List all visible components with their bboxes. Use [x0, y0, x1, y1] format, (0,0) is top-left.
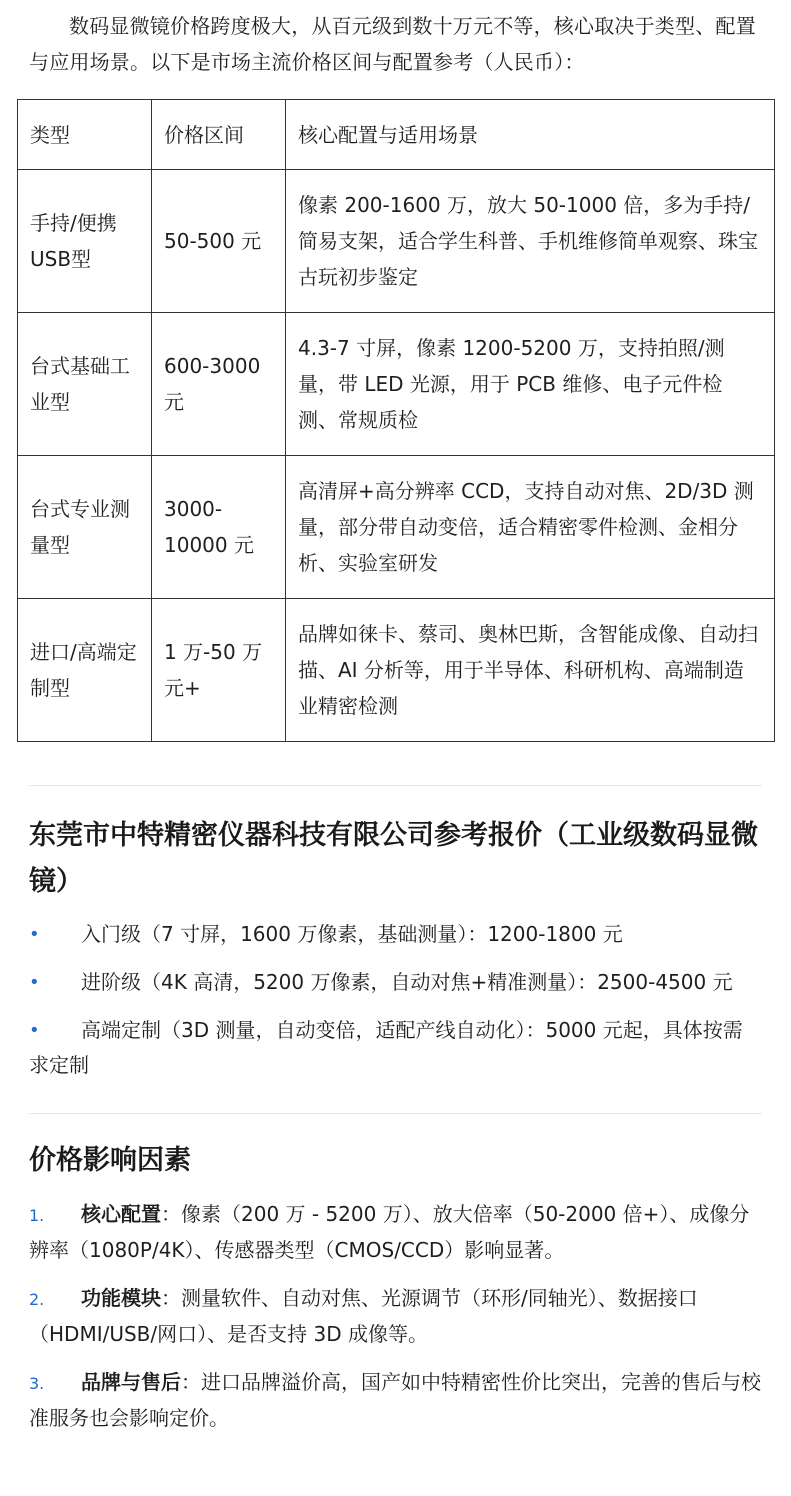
- table-cell-type: 台式基础工业型: [18, 313, 152, 456]
- section-divider: [29, 785, 762, 786]
- factor-text: ：像素（200 万 - 5200 万）、放大倍率（50-2000 倍+）、成像分辨率（1080P/4K）、传感器类型（CMOS/CCD）影响显著。: [29, 1202, 750, 1262]
- quote-item-text: 进阶级（4K 高清，5200 万像素，自动对焦+精准测量）：2500-4500 元: [81, 970, 733, 994]
- table-cell-price: 600-3000 元: [152, 313, 286, 456]
- table-cell-spec: 高清屏+高分辨率 CCD，支持自动对焦、2D/3D 测量，部分带自动变倍，适合精密零件检测、金相分析、实验室研发: [286, 456, 775, 599]
- intro-paragraph: 数码显微镜价格跨度极大，从百元级到数十万元不等，核心取决于类型、配置与应用场景。以下是市场主流价格区间与配置参考（人民币）：: [29, 14, 756, 74]
- factor-text: ：测量软件、自动对焦、光源调节（环形/同轴光）、数据接口（HDMI/USB/网口）、是否支持 3D 成像等。: [29, 1286, 698, 1346]
- table-cell-price: 3000-10000 元: [152, 456, 286, 599]
- quote-item-text: 高端定制（3D 测量，自动变倍，适配产线自动化）：5000 元起，具体按需求定制: [29, 1018, 743, 1077]
- table-row: [18, 170, 775, 313]
- list-item: [29, 1197, 762, 1268]
- list-item: [29, 917, 762, 952]
- price-factors-heading: 价格影响因素: [29, 1145, 191, 1176]
- bullet-dot-icon: •: [29, 972, 40, 993]
- list-number: 3.: [29, 1374, 45, 1393]
- list-item: [29, 1013, 762, 1083]
- table-cell-spec: 品牌如徕卡、蔡司、奥林巴斯，含智能成像、自动扫描、AI 分析等，用于半导体、科研机构、高端制造业精密检测: [286, 599, 775, 742]
- quote-list: [0, 917, 791, 1083]
- table-header-type: 类型: [18, 100, 152, 170]
- table-cell-type: 进口/高端定制型: [18, 599, 152, 742]
- table-row: [18, 599, 775, 742]
- table-cell-price: 50-500 元: [152, 170, 286, 313]
- list-item: [29, 965, 762, 1000]
- list-number: 1.: [29, 1206, 45, 1225]
- list-item: [29, 1365, 762, 1436]
- table-cell-type: 手持/便携USB型: [18, 170, 152, 313]
- table-header-price: 价格区间: [152, 100, 286, 170]
- table-header-row: [18, 100, 775, 170]
- factor-list: [0, 1197, 791, 1436]
- quote-item-text: 入门级（7 寸屏，1600 万像素，基础测量）：1200-1800 元: [81, 922, 623, 946]
- table-row: [18, 456, 775, 599]
- section-divider: [29, 1113, 762, 1114]
- factor-heading: 品牌与售后: [81, 1370, 181, 1394]
- table-row: [18, 313, 775, 456]
- factor-heading: 核心配置: [81, 1202, 161, 1226]
- list-item: [29, 1281, 762, 1352]
- table-cell-spec: 像素 200-1600 万，放大 50-1000 倍，多为手持/简易支架，适合学生科普、手机维修简单观察、珠宝古玩初步鉴定: [286, 170, 775, 313]
- factor-text: ：进口品牌溢价高，国产如中特精密性价比突出，完善的售后与校准服务也会影响定价。: [29, 1370, 761, 1430]
- table-cell-price: 1 万-50 万元+: [152, 599, 286, 742]
- factor-heading: 功能模块: [81, 1286, 161, 1310]
- table-cell-spec: 4.3-7 寸屏，像素 1200-5200 万，支持拍照/测量，带 LED 光源，用于 PCB 维修、电子元件检测、常规质检: [286, 313, 775, 456]
- bullet-dot-icon: •: [29, 924, 40, 945]
- list-number: 2.: [29, 1290, 45, 1309]
- table-cell-type: 台式专业测量型: [18, 456, 152, 599]
- price-table: [17, 99, 775, 742]
- table-header-spec: 核心配置与适用场景: [286, 100, 775, 170]
- company-quote-heading: 东莞市中特精密仪器科技有限公司参考报价（工业级数码显微镜）: [29, 820, 758, 897]
- bullet-dot-icon: •: [29, 1020, 40, 1041]
